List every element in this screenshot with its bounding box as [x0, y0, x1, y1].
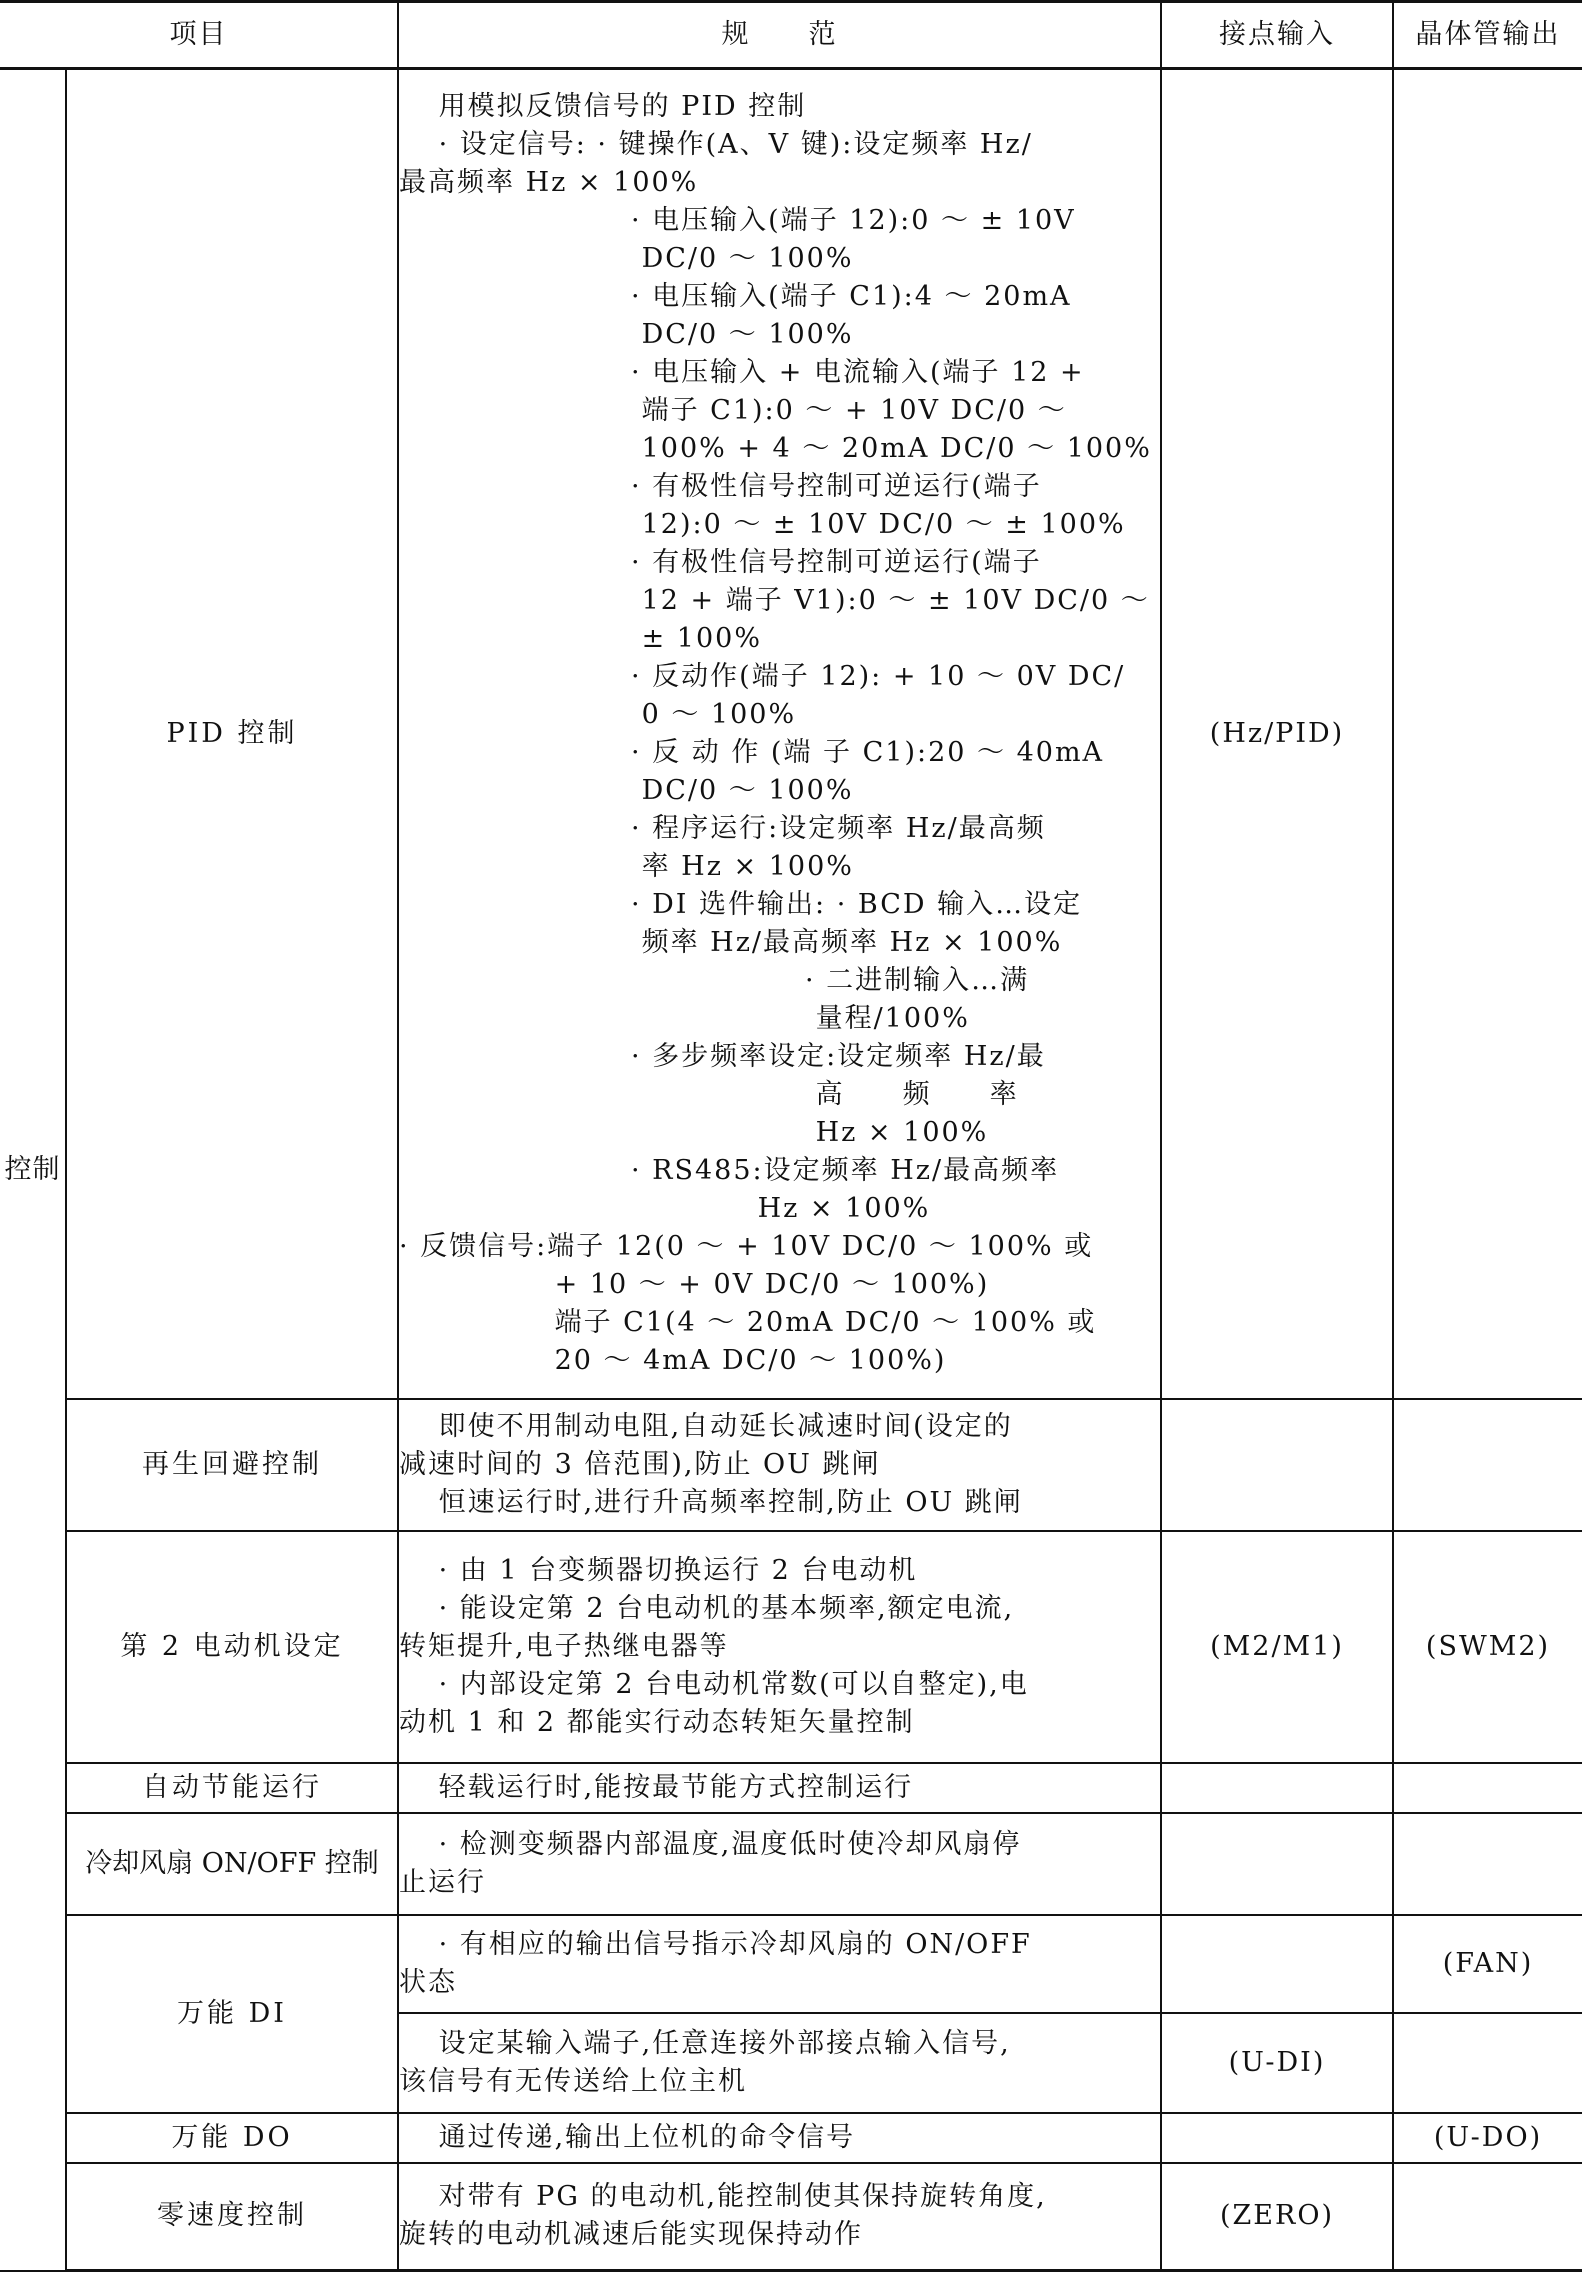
table-row	[0, 1399, 1582, 1531]
spec-lines	[399, 2178, 1160, 2254]
spec-line: 对带有 PG 的电动机,能控制使其保持旋转角度,	[399, 2181, 1047, 2213]
row-spec	[398, 1399, 1161, 1531]
row-contact-input: (Hz/PID)	[1161, 69, 1393, 1399]
spec-line: ± 100%	[399, 622, 762, 654]
spec-line: 0 ～ 100%	[399, 698, 797, 730]
spec-line: · 电压输入(端子 C1):4 ～ 20mA	[399, 280, 1072, 312]
row-transistor-output	[1393, 2163, 1582, 2271]
header-item: 项目	[0, 2, 398, 69]
spec-line: · 设定信号: · 键操作(A、V 键):设定频率 Hz/	[399, 128, 1033, 160]
spec-line: 状态	[399, 1966, 457, 1998]
row-spec	[398, 1763, 1161, 1813]
row-item: 万能 DO	[66, 2113, 398, 2163]
spec-lines	[399, 2119, 1160, 2157]
spec-line: 20 ～ 4mA DC/0 ～ 100%)	[399, 1344, 947, 1376]
spec-line: 12):0 ～ ± 10V DC/0 ～ ± 100%	[399, 508, 1126, 540]
row-contact-input: (M2/M1)	[1161, 1531, 1393, 1763]
spec-line: · 能设定第 2 台电动机的基本频率,额定电流,	[399, 1592, 1015, 1624]
spec-line: 旋转的电动机减速后能实现保持动作	[399, 2219, 863, 2251]
spec-line: · 电压输入 + 电流输入(端子 12 +	[399, 356, 1085, 388]
spec-line: · 反动作(端子 12): + 10 ～ 0V DC/	[399, 660, 1126, 692]
row-item: 零速度控制	[66, 2163, 398, 2271]
spec-line: 恒速运行时,进行升高频率控制,防止 OU 跳闸	[399, 1486, 1023, 1518]
spec-lines	[399, 88, 1160, 1380]
row-transistor-output: (SWM2)	[1393, 1531, 1582, 1763]
spec-line: 最高频率 Hz × 100%	[399, 166, 699, 198]
spec-line: Hz × 100%	[399, 1116, 989, 1148]
row-spec	[398, 1813, 1161, 1915]
spec-line: · 有极性信号控制可逆运行(端子	[399, 470, 1042, 502]
spec-line: · RS485:设定频率 Hz/最高频率	[399, 1154, 1060, 1186]
spec-lines	[399, 1408, 1160, 1522]
row-transistor-output	[1393, 1763, 1582, 1813]
spec-line: · 有极性信号控制可逆运行(端子	[399, 546, 1042, 578]
row-spec	[398, 2013, 1161, 2113]
row-item: 自动节能运行	[66, 1763, 398, 1813]
row-spec	[398, 1915, 1161, 2013]
row-contact-input: (U-DI)	[1161, 2013, 1393, 2113]
header-spec: 规 范	[398, 2, 1161, 69]
table-row	[0, 69, 1582, 1399]
row-transistor-output: (U-DO)	[1393, 2113, 1582, 2163]
table-row	[0, 2163, 1582, 2271]
spec-line: DC/0 ～ 100%	[399, 242, 854, 274]
spec-line: · 多步频率设定:设定频率 Hz/最	[399, 1040, 1046, 1072]
spec-line: 量程/100%	[399, 1002, 970, 1034]
spec-line: 频率 Hz/最高频率 Hz × 100%	[399, 926, 1063, 958]
spec-line: 减速时间的 3 倍范围),防止 OU 跳闸	[399, 1448, 881, 1480]
row-transistor-output	[1393, 69, 1582, 1399]
spec-line: 即使不用制动电阻,自动延长减速时间(设定的	[399, 1410, 1013, 1442]
row-item: 冷却风扇 ON/OFF 控制	[66, 1813, 398, 1915]
spec-lines	[399, 1826, 1160, 1902]
spec-line: · 内部设定第 2 台电动机常数(可以自整定),电	[399, 1668, 1029, 1700]
spec-lines	[399, 2025, 1160, 2101]
table-row	[0, 1763, 1582, 1813]
row-spec	[398, 69, 1161, 1399]
row-contact-input	[1161, 1763, 1393, 1813]
spec-lines	[399, 1769, 1160, 1807]
row-contact-input: (ZERO)	[1161, 2163, 1393, 2271]
spec-line: · 程序运行:设定频率 Hz/最高频	[399, 812, 1046, 844]
header-contact-input: 接点输入	[1161, 2, 1393, 69]
row-spec	[398, 2113, 1161, 2163]
spec-line: 端子 C1):0 ～ + 10V DC/0 ～	[399, 394, 1067, 426]
spec-line: 用模拟反馈信号的 PID 控制	[399, 90, 807, 122]
spec-line: · DI 选件输出: · BCD 输入…设定	[399, 888, 1083, 920]
table-row	[0, 1813, 1582, 1915]
header-row	[0, 2, 1582, 69]
spec-line: 止运行	[399, 1866, 486, 1898]
row-item: 第 2 电动机设定	[66, 1531, 398, 1763]
row-contact-input	[1161, 2113, 1393, 2163]
spec-line: Hz × 100%	[399, 1192, 931, 1224]
spec-line: · 有相应的输出信号指示冷却风扇的 ON/OFF	[399, 1928, 1032, 1960]
spec-line: 动机 1 和 2 都能实行动态转矩矢量控制	[399, 1706, 915, 1738]
spec-lines	[399, 1926, 1160, 2002]
spec-line: 转矩提升,电子热继电器等	[399, 1630, 729, 1662]
spec-line: 设定某输入端子,任意连接外部接点输入信号,	[399, 2027, 1011, 2059]
table-row	[0, 1915, 1582, 2013]
spec-line: DC/0 ～ 100%	[399, 318, 854, 350]
group-label: 控制	[0, 69, 66, 2271]
spec-line: · 由 1 台变频器切换运行 2 台电动机	[399, 1554, 918, 1586]
row-contact-input	[1161, 1399, 1393, 1531]
spec-line: · 检测变频器内部温度,温度低时使冷却风扇停	[399, 1828, 1022, 1860]
table-row	[0, 1531, 1582, 1763]
row-transistor-output	[1393, 1813, 1582, 1915]
spec-line: + 10 ～ + 0V DC/0 ～ 100%)	[399, 1268, 990, 1300]
row-item: 再生回避控制	[66, 1399, 398, 1531]
spec-line: 率 Hz × 100%	[399, 850, 854, 882]
row-contact-input	[1161, 1915, 1393, 2013]
spec-line: DC/0 ～ 100%	[399, 774, 854, 806]
row-spec	[398, 1531, 1161, 1763]
header-transistor-output: 晶体管输出	[1393, 2, 1582, 69]
spec-line: 12 + 端子 V1):0 ～ ± 10V DC/0 ～	[399, 584, 1150, 616]
spec-line: · 反 动 作 (端 子 C1):20 ～ 40mA	[399, 736, 1105, 768]
spec-line: 通过传递,输出上位机的命令信号	[399, 2121, 856, 2153]
row-transistor-output	[1393, 2013, 1582, 2113]
spec-line: 高 频 率	[399, 1078, 1019, 1110]
spec-lines	[399, 1552, 1160, 1742]
row-transistor-output	[1393, 1399, 1582, 1531]
spec-line: · 电压输入(端子 12):0 ～ ± 10V	[399, 204, 1076, 236]
spec-line: · 二进制输入…满	[399, 964, 1030, 996]
spec-line: 端子 C1(4 ～ 20mA DC/0 ～ 100% 或	[399, 1306, 1097, 1338]
spec-line: · 反馈信号:端子 12(0 ～ + 10V DC/0 ～ 100% 或	[399, 1230, 1094, 1262]
row-item: 万能 DI	[66, 1915, 398, 2113]
row-contact-input	[1161, 1813, 1393, 1915]
spec-line: 100% + 4 ～ 20mA DC/0 ～ 100%	[399, 432, 1152, 464]
row-item: PID 控制	[66, 69, 398, 1399]
spec-line: 该信号有无传送给上位主机	[399, 2065, 747, 2097]
row-spec	[398, 2163, 1161, 2271]
spec-line: 轻载运行时,能按最节能方式控制运行	[399, 1771, 914, 1803]
row-transistor-output: (FAN)	[1393, 1915, 1582, 2013]
table-row	[0, 2113, 1582, 2163]
